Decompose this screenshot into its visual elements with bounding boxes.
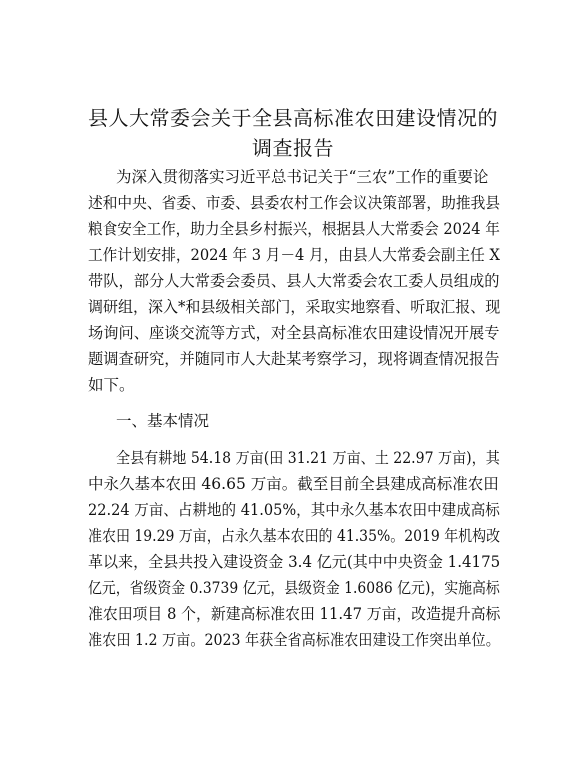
intro-line: 为深入贯彻落实习近平总书记关于“三农”工作的重要论	[116, 168, 489, 186]
intro-line: 题调查研究，并随同市人大赴某考察学习，现将调查情况报告	[88, 350, 500, 368]
section-line: 亿元，省级资金 0.3739 亿元，县级资金 1.6086 亿元)，实施高标	[88, 579, 500, 597]
intro-line: 如下。	[88, 376, 135, 394]
section-line: 中永久基本农田 46.65 万亩。截至目前全县建成高标准农田	[88, 475, 499, 493]
section-line: 准农田 1.2 万亩。2023 年获全省高标准农田建设工作突出单位。	[88, 631, 500, 649]
intro-line: 调研组，深入*和县级相关部门，采取实地察看、听取汇报、现	[88, 298, 501, 316]
intro-line: 场询问、座谈交流等方式，对全县高标准农田建设情况开展专	[88, 324, 500, 342]
intro-line: 粮食安全工作，助力全县乡村振兴，根据县人大常委会 2024 年	[88, 220, 500, 238]
section-line: 革以来，全县共投入建设资金 3.4 亿元(其中中央资金 1.4175	[88, 553, 501, 571]
intro-line: 述和中央、省委、市委、县委农村工作会议决策部署，助推我县	[88, 194, 501, 212]
section-line: 全县有耕地 54.18 万亩(田 31.21 万亩、土 22.97 万亩)，其	[116, 449, 500, 467]
intro-line: 带队，部分人大常委会委员、县人大常委会农工委人员组成的	[88, 272, 500, 290]
section-line: 准农田 19.29 万亩，占永久基本农田的 41.35%。2019 年机构改	[88, 527, 501, 545]
document-title-line-1: 县人大常委会关于全县高标准农田建设情况的	[88, 106, 498, 130]
section-line: 准农田项目 8 个，新建高标准农田 11.47 万亩，改造提升高标	[88, 605, 501, 623]
section-line: 22.24 万亩、占耕地的 41.05%，其中永久基本农田中建成高标	[88, 501, 500, 519]
document-title-line-2: 调查报告	[252, 136, 334, 160]
intro-line: 工作计划安排，2024 年 3 月－4 月，由县人大常委会副主任 X	[88, 246, 500, 264]
section-heading: 一、基本情况	[116, 412, 210, 430]
